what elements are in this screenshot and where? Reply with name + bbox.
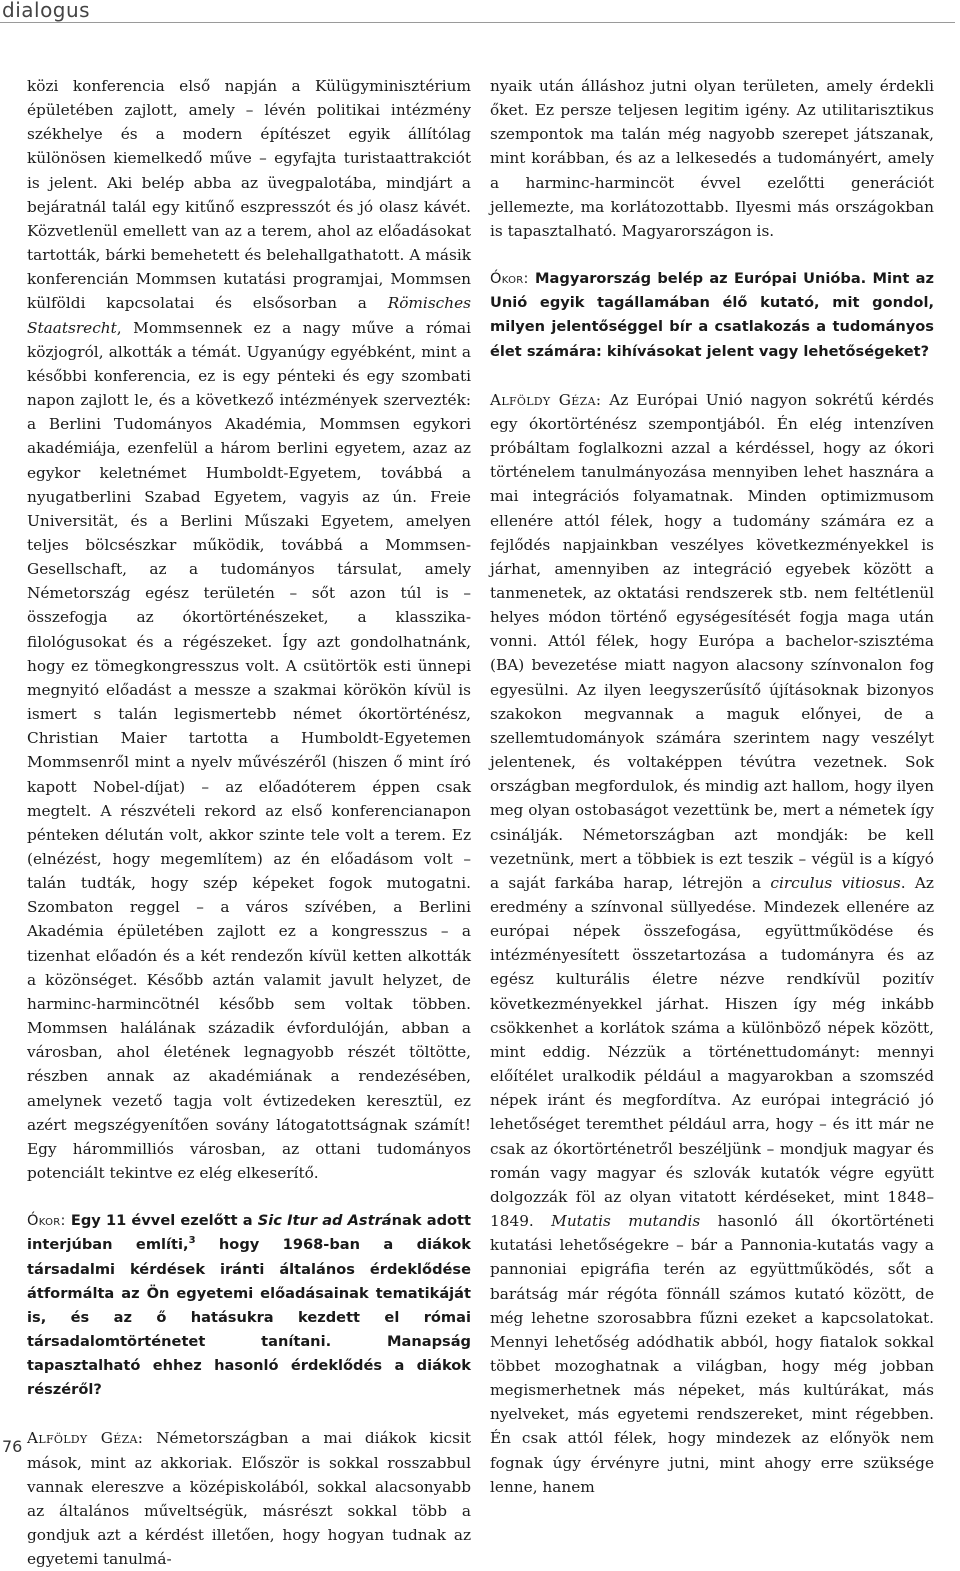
section-title: dialogus: [2, 0, 91, 22]
interview-question: Ókor: Egy 11 évvel ezelőtt a Sic Itur ad Astrának adott interjúban említi,$^3$ hogy 1968-ban a diákok társadalmi kérdések iránti általános érdeklődése átformálta az Ön egyetemi előadásainak tematikáját is, és az ő hatásukra kezdett el római társadalomtörténetet tanítani. Manapság tapasztalható ehhez hasonló érdeklődés a diákok részéről?: [27, 1212, 471, 1399]
right-column: [490, 74, 934, 1499]
interview-question: Ókor: Magyarország belép az Európai Unióba. Mint az Unió egyik tagállamában élő kutató, mit gondol, milyen jelentőséggel bír a csatlakozás a tudományos élet számára: kihívásokat jelent vagy lehetőségeket?: [490, 270, 934, 360]
running-header: [0, 0, 960, 30]
body-paragraph: nyaik után álláshoz jutni olyan területen, amely érdekli őket. Ez persze teljesen legitim igény. Az utilitarisztikus szempontok ma talán még nagyobb szerepet játszanak, mint korábban, és az a lelkesedés a tudományért, amely a harminc-harmincöt évvel ezelőtti generációt jellemezte, ma korlátozottabb. Ilyesmi más országokban is tapasztalható. Magyarországon is.: [490, 77, 934, 240]
interview-answer: Alföldy Géza: Németországban a mai diákok kicsit mások, mint az akkoriak. Először is sokkal rosszabbul vannak elereszve a középiskolából, sokkal alacsonyabb az általános műveltségük, másrészt sokkal több a gondjuk azt a kérdést illetően, hogy hogyan tudnak az egyetemi tanulmá-: [27, 1429, 472, 1569]
header-rule: [0, 22, 955, 23]
interview-answer: Alföldy Géza: Az Európai Unió nagyon sokrétű kérdés egy ókortörténész szempontjából. Én elég intenzíven próbáltam foglalkozni azzal a kérdéssel, hogy az ókori történelem tanulmányozása mennyiben lehet hasznára a mai integrációs folyamatnak. Minden optimizmusom ellenére attól félek, hogy a tudomány számára ez a fejlődés napjainkban veszélyes következményekkel is járhat, amennyiben az integráció egyebek között a tanmenetek, az oktatási rendszerek stb. nem feltétlenül helyes módon történő egységesítését fogja maga után vonni. Attól félek, hogy Európa a bachelor-szisztéma (BA) bevezetése miatt nagyon alacsony színvonalon fog egyesülni. Az ilyen leegyszerűsítő újításoknak bizonyos szakokon megvannak a maguk előnyei, de a szellemtudományok számára szerintem nagy veszélyt jelentenek, és voltaképpen tévútra vezetnek. Sok országban megfordulok, és mindig azt hallom, hogy ilyen meg olyan ostobaságot vezettünk be, mert a németek így csinálják. Németországban azt mondják: be kell vezetnünk, mert a többiek is ezt teszik – végül is a kígyó a saját farkába harap, létrejön a circulus vitiosus. Az eredmény a színvonal süllyedése. Mindezek ellenére az európai népek összefogása, együttműködése és intézményesített összetartozása a tudományra és az egész kulturális életre nézve rendkívül pozitív következményekkel járhat. Hiszen így még inkább csökkenhet a korlátok száma a különböző népek között, mint eddig. Nézzük a történettudományt: mennyi előítélet uralkodik például a magyarokban a szomszéd népek iránt és megfordítva. Az európai integráció jó lehetőséget teremthet például arra, hogy – és itt már ne csak az ókortörténetről beszéljünk – mondjuk magyar és román vagy magyar és szlovák kutatók végre együtt dolgozzák föl az olyan vitatott kérdéseket, mint 1848–1849. Mutatis mutandis hasonló áll ókortörténeti kutatási lehetőségekre – bár a Pannonia-kutatás vagy a pannoniai epigráfia terén az együttműködés, sőt a barátság már régóta fönnáll számos kutató között, de még lehetne szorosabbra fűzni ezeket a kapcsolatokat. Mennyi lehetőség adódhatik abból, hogy fiatalok sokkal többet mozoghatnak a világban, hogy még jobban megismerhetnek más népeket, más kultúrákat, más nyelveket, más egyetemi rendszereket, mint régebben. Én csak attól félek, hogy mindezek az előnyök nem fognak úgy érvényre jutni, mint ahogy erre szüksége lenne, hanem: [490, 390, 935, 1496]
speaker-label: Ókor:: [490, 270, 529, 288]
speaker-label: Alföldy Géza:: [27, 1429, 144, 1448]
body-paragraph: közi konferencia első napján a Külügyminisztérium épületében zajlott, amely – lévén politikai intézmény székhelye és a modern építészet egyik állítólag különösen kiemelkedő műve – egyfajta turistaattrakciót is jelent. Aki belép abba az üvegpalotába, mindjárt a bejáratnál talál egy kitűnő eszpresszót és jó olasz kávét. Közvetlenül emellett van az a terem, ahol az előadásokat tartották, bárki bemehetett és belehallgathatott. A másik konferencián Mommsen kutatási programjai, Mommsen külföldi kapcsolatai és elsősorban a Römisches Staatsrecht, Mommsennek ez a nagy műve a római közjogról, alkották a témát. Ugyanúgy egyébként, mint a későbbi konferencia, ez is egy pénteki és egy szombati napon zajlott le, és a következő intézmények szervezték: a Berlini Tudományos Akadémia, Mommsen egykori akadémiája, ezenfelül a három berlini egyetem, azaz az egykor keletnémet Humboldt-Egyetem, továbbá a nyugatberlini Szabad Egyetem, vagyis az ún. Freie Universität, és a Berlini Műszaki Egyetem, amelyen teljes bölcsészkar működik, továbbá a Mommsen-Gesellschaft, az a tudományos társulat, amely Németország egész területén – sőt azon túl is – összefogja az ókortörténészeket, a klasszika-filológusokat és a régészeket. Így azt gondolhatnánk, hogy ez tömegkongresszus volt. A csütörtök esti ünnepi megnyitó előadást a messze a szakmai körökön kívül is ismert s talán legismertebb német ókortörténész, Christian Maier tartotta a Humboldt-Egyetemen Mommsenről mint a nyelv művészéről (hiszen ő mint író kapott Nobel-díjat) – az előadóterem éppen csak megtelt. A részvételi rekord az első konferencianapon pénteken délután volt, akkor szinte tele volt a terem. Ez (elnézést, hogy megemlítem) az én előadásom volt – talán tudták, hogy szép képeket fogok mutogatni. Szombaton reggel – a város szívében, a Berlini Akadémia épületében zajlott ez a kongresszus – a tizenhat előadón és a két rendezőn kívül ketten alkották a közönséget. Később aztán valamit javult helyzet, de harminc-harmincötnél később sem voltak többen. Mommsen halálának századik évfordulóján, abban a városban, ahol életének legnagyobb részét töltötte, részben annak az akadémiának a rendezésében, amelynek vezető tagja volt évtizedeken keresztül, ez azért megszégyenítően sovány látogatottságnak számít! Egy hárommilliós városban, az ottani tudományos potenciált tekintve ez elég elkeserítő.: [27, 77, 471, 1183]
left-column: [27, 74, 471, 1571]
page-number: 76: [2, 1437, 23, 1456]
footnote-ref: 3: [188, 1235, 196, 1247]
speaker-label: Ókor:: [27, 1212, 66, 1230]
speaker-label: Alföldy Géza:: [490, 390, 602, 409]
